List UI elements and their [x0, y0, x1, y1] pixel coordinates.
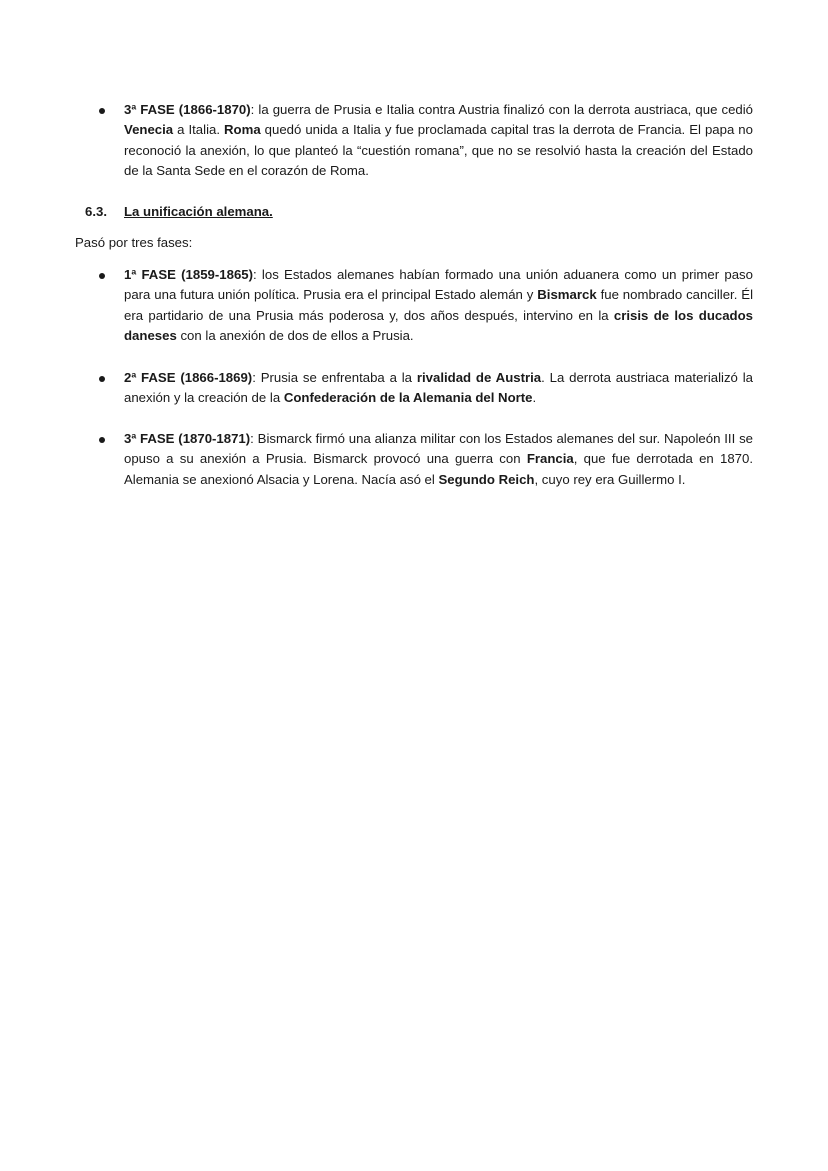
- phase-bold-term: crisis de los ducados daneses: [124, 307, 753, 344]
- bullet-icon: [99, 108, 105, 114]
- intro-text: Pasó por tres fases:: [75, 235, 193, 250]
- phase-bold-term: rivalidad de Austria: [416, 370, 542, 385]
- phase-text: a Italia.: [173, 122, 225, 138]
- phase-bold-term: Bismarck: [537, 287, 597, 303]
- germany-phase-2-item: [124, 368, 753, 409]
- phase-text: , que fue derrotada en 1870. Alemania se anexionó Alsacia y Lorena. Nacía asó el: [124, 451, 753, 487]
- bullet-icon: [99, 437, 105, 443]
- bullet-icon: [99, 273, 105, 279]
- phase-text: .: [532, 390, 537, 406]
- germany-phase-1-item: [124, 265, 753, 347]
- phase-text: : los Estados alemanes habían formado una unión aduanera como un primer paso para una futura unión política. Prusia era el principal Estado alemán y: [124, 267, 753, 303]
- phase-text: : Bismarck firmó una alianza militar con los Estados alemanes del sur. Napoleón III se opuso a su anexión a Prusia. Bismarck provocó una guerra con: [124, 431, 753, 467]
- section-title: La unificación alemana.: [124, 204, 273, 219]
- germany-phase-3-item: [124, 429, 753, 490]
- italy-phase-3-item: [124, 100, 753, 182]
- section-heading: [85, 202, 273, 222]
- phase-bold-term: Francia: [526, 451, 574, 467]
- section-number: 6.3.: [85, 204, 107, 219]
- phase-label: 3ª FASE (1866-1870): [124, 102, 251, 117]
- phase-bold-term: Confederación de la Alemania del Norte: [283, 390, 533, 406]
- phase-text: con la anexión de dos de ellos a Prusia.: [176, 328, 414, 344]
- phase-bold-term: Venecia: [124, 122, 174, 138]
- phase-bold-term: Roma: [224, 122, 261, 138]
- phase-text: , cuyo rey era Guillermo I.: [534, 471, 686, 487]
- bullet-icon: [99, 376, 105, 382]
- phase-text: quedó unida a Italia y fue proclamada capital tras la derrota de Francia. El papa no reconoció la anexión, lo que planteó la “cuestión romana”, que no se resolvió hasta la creación del Estado de la Santa Sede en el corazón de Roma.: [124, 122, 753, 179]
- phase-label: 1ª FASE (1859-1865): [124, 267, 254, 282]
- phase-text: fue nombrado canciller. Él era partidario de una Prusia más poderosa y, dos años después, intervino en la: [124, 287, 753, 323]
- phase-label: 2ª FASE (1866-1869): [124, 370, 253, 385]
- phase-text: : la guerra de Prusia e Italia contra Austria finalizó con la derrota austriaca, que cedió: [250, 102, 753, 117]
- phase-text: . La derrota austriaca materializó la anexión y la creación de la: [124, 370, 753, 406]
- phase-text: : Prusia se enfrentaba a la: [252, 370, 417, 385]
- phase-label: 3ª FASE (1870-1871): [124, 431, 251, 446]
- phase-bold-term: Segundo Reich: [438, 471, 535, 487]
